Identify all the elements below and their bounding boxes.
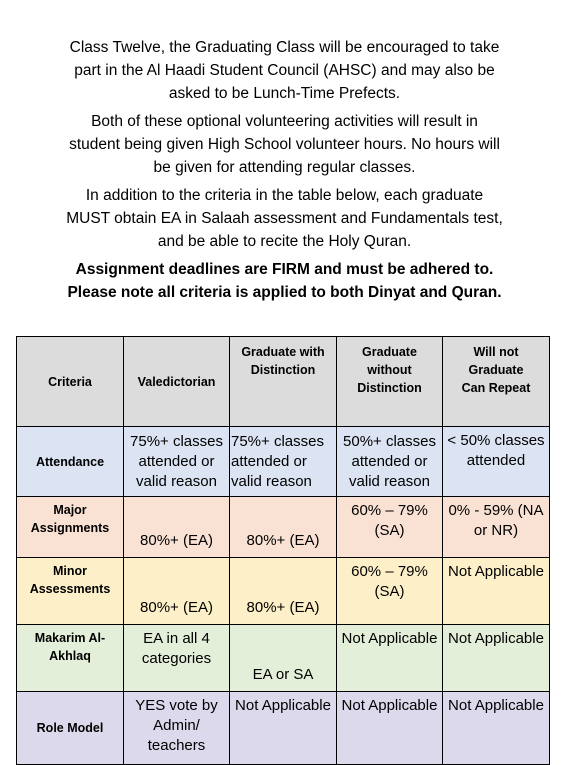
table-cell: 80%+ (EA) [124, 558, 230, 625]
text-line: Class Twelve, the Graduating Class will be encouraged to take [69, 39, 500, 56]
header-cell-graduate-without-distinction: Graduate without Distinction [337, 337, 443, 427]
graduation-criteria-table [16, 336, 550, 765]
table-row-major-assignments [17, 497, 550, 558]
table-cell: Not Applicable [443, 625, 550, 692]
table-cell: 80%+ (EA) [230, 497, 337, 558]
row-label-cell: Makarim Al- Akhlaq [17, 625, 124, 692]
table-row-minor-assessments [17, 558, 550, 625]
table-header-row [17, 337, 550, 427]
text-line: Please note all criteria is applied to both Dinyat and Quran. [67, 284, 502, 301]
table-cell: Not Applicable [230, 692, 337, 765]
table-cell: EA or SA [230, 625, 337, 692]
text-line: part in the Al Haadi Student Council (AHSC) and may also be [74, 62, 495, 79]
row-label-cell: Attendance [17, 427, 124, 497]
table-cell: Not Applicable [337, 625, 443, 692]
header-cell-criteria: Criteria [17, 337, 124, 427]
intro-paragraph-volunteer-hours [20, 110, 549, 179]
text-line: Assignment deadlines are FIRM and must be adhered to. [75, 261, 494, 278]
header-cell-will-not-graduate: Will not Graduate Can Repeat [443, 337, 550, 427]
row-label-cell: Major Assignments [17, 497, 124, 558]
table-cell: Not Applicable [443, 692, 550, 765]
table-cell: EA in all 4 categories [124, 625, 230, 692]
table-cell: 80%+ (EA) [230, 558, 337, 625]
table-cell: 75%+ classes attended or valid reason [124, 427, 230, 497]
row-label-cell: Role Model [17, 692, 124, 765]
table-row-attendance [17, 427, 550, 497]
header-cell-valedictorian: Valedictorian [124, 337, 230, 427]
text-line: asked to be Lunch-Time Prefects. [168, 85, 401, 102]
table-cell: Not Applicable [443, 558, 550, 625]
row-label-cell: Minor Assessments [17, 558, 124, 625]
table-cell: < 50% classes attended [443, 427, 550, 497]
table-cell: YES vote by Admin/ teachers [124, 692, 230, 765]
deadline-notice [20, 258, 549, 304]
table-row-makarim-al-akhlaq [17, 625, 550, 692]
intro-paragraph-council [20, 36, 549, 105]
table-cell: 60% – 79% (SA) [337, 558, 443, 625]
intro-paragraph-criteria [20, 184, 549, 253]
table-cell: 75%+ classes attended or valid reason [230, 427, 337, 497]
header-cell-graduate-with-distinction: Graduate with Distinction [230, 337, 337, 427]
text-line: MUST obtain EA in Salaah assessment and Fundamentals test, [66, 210, 503, 227]
table-cell: Not Applicable [337, 692, 443, 765]
table-row-role-model [17, 692, 550, 765]
table-cell: 50%+ classes attended or valid reason [337, 427, 443, 497]
text-line: In addition to the criteria in the table below, each graduate [85, 187, 484, 204]
text-line: be given for attending regular classes. [153, 159, 416, 176]
table-cell: 60% – 79% (SA) [337, 497, 443, 558]
text-line: student being given High School volunteer hours. No hours will [69, 136, 500, 153]
table-cell: 80%+ (EA) [124, 497, 230, 558]
text-line: Both of these optional volunteering activities will result in [91, 113, 478, 130]
text-line: and be able to recite the Holy Quran. [157, 233, 412, 250]
table-cell: 0% - 59% (NA or NR) [443, 497, 550, 558]
